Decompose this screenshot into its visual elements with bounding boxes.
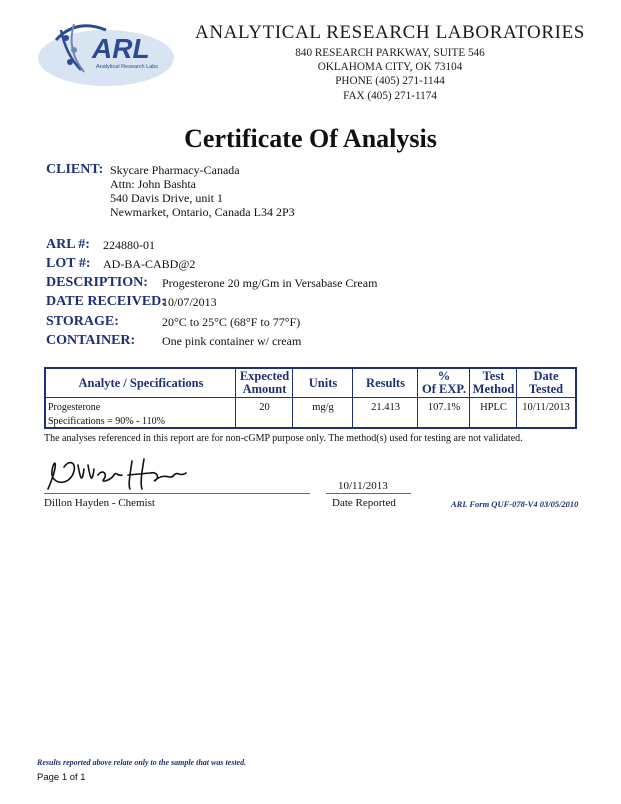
header-results: Results [353,369,418,398]
signature-line [44,493,310,494]
address-line-2: OKLAHOMA CITY, OK 73104 [317,61,463,73]
col-divider [292,369,293,427]
signature [40,451,190,496]
lot-value: AD-BA-CABD@2 [103,257,196,271]
lot-label: LOT #: [46,256,91,271]
col-divider [516,369,517,427]
cell-date: 10/11/2013 [522,402,570,413]
container-label: CONTAINER: [46,333,136,348]
col-divider [469,369,470,427]
fax: FAX (405) 271-1174 [343,90,437,102]
col-divider [352,369,353,427]
cell-method: HPLC [480,402,507,413]
client-city: Newmarket, Ontario, Canada L34 2P3 [110,205,295,219]
date-reported-label: Date Reported [332,497,396,509]
header-test-method: Test Method [470,369,517,398]
logo-text: ARL [92,33,150,64]
description-label: DESCRIPTION: [46,275,148,290]
client-attn: Attn: John Bashta [110,177,196,191]
footer-note: Results reported above relate only to the sample that was tested. [37,758,247,767]
description-value: Progesterone 20 mg/Gm in Versabase Cream [162,276,378,290]
cell-expected: 20 [259,402,270,413]
container-value: One pink container w/ cream [162,334,302,348]
address-line-1: 840 RESEARCH PARKWAY, SUITE 546 [295,47,485,59]
header-date-tested: Date Tested [517,369,575,398]
header-analyte: Analyte / Specifications [46,369,236,398]
cell-pct: 107.1% [427,402,461,413]
date-received-value: 10/07/2013 [162,295,217,309]
chemist-name: Dillon Hayden - Chemist [44,497,155,509]
page-number: Page 1 of 1 [37,772,86,783]
results-table [44,367,577,429]
storage-label: STORAGE: [46,314,119,329]
client-street: 540 Davis Drive, unit 1 [110,191,223,205]
cell-specification: Specifications = 90% - 110% [48,416,165,427]
header-expected-amount: Expected Amount [236,369,293,398]
header-pct-of-exp: % Of EXP. [418,369,470,398]
client-name: Skycare Pharmacy-Canada [110,163,240,177]
phone: PHONE (405) 271-1144 [335,75,445,87]
form-id: ARL Form QUF-078-V4 03/05/2010 [451,499,579,509]
header-units: Units [293,369,353,398]
cell-analyte: Progesterone [48,402,101,413]
cell-results: 21.413 [371,402,400,413]
arl-label: ARL #: [46,237,90,252]
arl-logo [36,10,184,90]
col-divider [417,369,418,427]
validation-note: The analyses referenced in this report are for non-cGMP purpose only. The method(s) used for testing are not validated. [44,433,523,444]
lab-name: ANALYTICAL RESEARCH LABORATORIES [195,22,585,43]
client-label: CLIENT: [46,162,104,177]
date-received-label: DATE RECEIVED: [46,294,166,309]
cell-units: mg/g [312,402,334,413]
date-line [326,493,411,494]
certificate-title: Certificate Of Analysis [184,124,437,153]
storage-value: 20°C to 25°C (68°F to 77°F) [162,315,301,329]
date-reported-value: 10/11/2013 [338,480,388,492]
logo-subtext: Analytical Research Labs [96,64,159,70]
arl-value: 224880-01 [103,238,155,252]
col-divider [235,369,236,427]
